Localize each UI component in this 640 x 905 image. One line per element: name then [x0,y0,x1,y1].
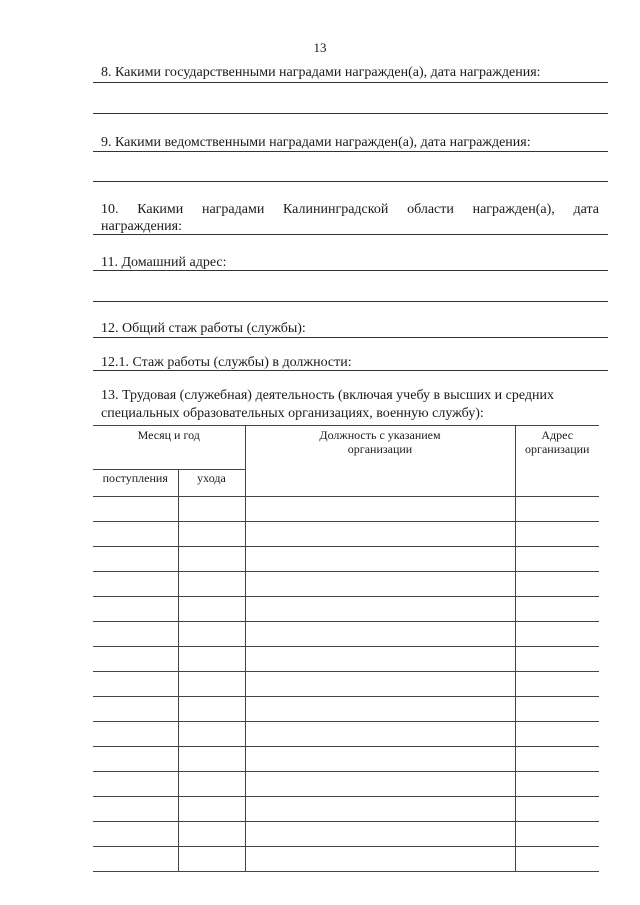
cell-position[interactable] [245,847,515,872]
item-8-underline [93,82,608,83]
work-history-table-wrap [93,425,599,872]
cell-address[interactable] [515,722,599,747]
cell-end-date[interactable] [178,622,245,647]
header-address-line2: организации [525,442,590,456]
table-row [93,697,599,722]
cell-start-date[interactable] [93,497,178,522]
cell-position[interactable] [245,522,515,547]
item-9-label: 9. Какими ведомственными наградами награжден(а), дата награждения: [101,135,531,150]
item-10-label-line2: награждения: [101,219,182,234]
cell-position[interactable] [245,797,515,822]
cell-start-date[interactable] [93,572,178,597]
cell-end-date[interactable] [178,572,245,597]
cell-position[interactable] [245,722,515,747]
cell-address[interactable] [515,597,599,622]
cell-address[interactable] [515,697,599,722]
table-row [93,797,599,822]
item-8-answer-line[interactable] [93,113,608,114]
header-address-line1: Адрес [541,428,574,442]
item-13-label-line1: 13. Трудовая (служебная) деятельность (включая учебу в высших и средних [101,388,554,403]
table-row [93,572,599,597]
table-row [93,847,599,872]
table-row [93,597,599,622]
header-address [515,426,599,497]
table-row [93,747,599,772]
cell-start-date[interactable] [93,747,178,772]
cell-end-date[interactable] [178,647,245,672]
cell-address[interactable] [515,772,599,797]
item-11-label: 11. Домашний адрес: [101,255,227,270]
cell-address[interactable] [515,522,599,547]
item-8-label: 8. Какими государственными наградами награжден(а), дата награждения: [101,65,541,80]
cell-end-date[interactable] [178,547,245,572]
cell-end-date[interactable] [178,797,245,822]
item-9-underline [93,151,608,152]
cell-start-date[interactable] [93,822,178,847]
item-10-label-line1: 10. Какими наградами Калининградской области награжден(а), дата [101,202,599,217]
subheader-start: поступления [93,470,178,497]
cell-position[interactable] [245,497,515,522]
cell-address[interactable] [515,497,599,522]
cell-end-date[interactable] [178,847,245,872]
subheader-end: ухода [178,470,245,497]
table-body [93,497,599,872]
cell-address[interactable] [515,547,599,572]
table-row [93,622,599,647]
item-12-1-label: 12.1. Стаж работы (службы) в должности: [101,355,352,370]
cell-end-date[interactable] [178,522,245,547]
cell-end-date[interactable] [178,597,245,622]
item-12-underline [93,337,608,338]
table-row [93,547,599,572]
header-month-year-text: Месяц и год [137,428,200,442]
cell-position[interactable] [245,672,515,697]
cell-position[interactable] [245,822,515,847]
cell-position[interactable] [245,697,515,722]
cell-address[interactable] [515,797,599,822]
table-row [93,497,599,522]
item-10-label [101,201,599,235]
cell-start-date[interactable] [93,672,178,697]
header-position-line2: организации [347,442,413,456]
cell-position[interactable] [245,772,515,797]
cell-address[interactable] [515,622,599,647]
header-position-line1: Должность с указанием [319,428,441,442]
cell-address[interactable] [515,647,599,672]
cell-address[interactable] [515,747,599,772]
item-9-answer-line[interactable] [93,181,608,182]
cell-position[interactable] [245,547,515,572]
cell-position[interactable] [245,622,515,647]
cell-start-date[interactable] [93,722,178,747]
cell-position[interactable] [245,597,515,622]
cell-end-date[interactable] [178,497,245,522]
table-row [93,822,599,847]
item-12-label: 12. Общий стаж работы (службы): [101,321,306,336]
item-10-underline [93,234,608,235]
cell-position[interactable] [245,747,515,772]
cell-start-date[interactable] [93,547,178,572]
cell-start-date[interactable] [93,522,178,547]
work-history-table [93,425,599,872]
item-12-1-underline [93,370,608,371]
cell-end-date[interactable] [178,697,245,722]
item-11-answer-line[interactable] [93,301,608,302]
table-row [93,647,599,672]
cell-end-date[interactable] [178,672,245,697]
cell-start-date[interactable] [93,597,178,622]
cell-start-date[interactable] [93,772,178,797]
header-month-year [93,426,245,470]
cell-end-date[interactable] [178,747,245,772]
item-13-label-line2: специальных образовательных организациях, военную службу): [101,406,484,421]
page-number: 13 [313,40,327,55]
table-row [93,772,599,797]
cell-position[interactable] [245,572,515,597]
cell-address[interactable] [515,672,599,697]
cell-start-date[interactable] [93,697,178,722]
cell-start-date[interactable] [93,647,178,672]
cell-address[interactable] [515,847,599,872]
table-row [93,722,599,747]
cell-end-date[interactable] [178,772,245,797]
header-position [245,426,515,497]
cell-start-date[interactable] [93,797,178,822]
table-row [93,672,599,697]
cell-end-date[interactable] [178,722,245,747]
item-11-underline [93,270,608,271]
cell-start-date[interactable] [93,847,178,872]
cell-position[interactable] [245,647,515,672]
table-header-row [93,426,599,470]
table-row [93,522,599,547]
cell-start-date[interactable] [93,622,178,647]
cell-address[interactable] [515,822,599,847]
cell-end-date[interactable] [178,822,245,847]
cell-address[interactable] [515,572,599,597]
